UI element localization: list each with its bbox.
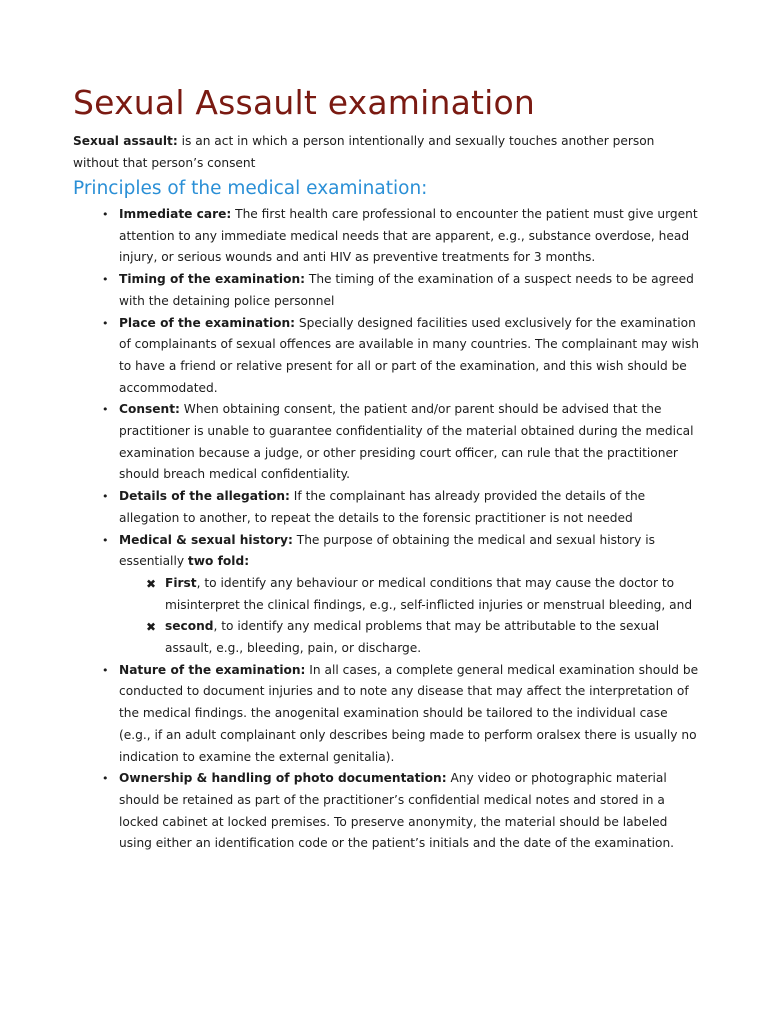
bullet-icon: • <box>102 208 109 221</box>
intro-term: Sexual assault: <box>73 134 178 148</box>
principle-text: In all cases, a complete general medical examination should be conducted to document injuries and to note any disease that may affect the interpretation of the medical findings. the anogenital examination should be tailored to the individual case (e.g., if an adult complainant only describes being made to perform oralsex there is usually no indication to examine the external genitalia). <box>119 662 699 764</box>
sub-item-label: First <box>165 575 197 590</box>
sub-item-text: , to identify any behaviour or medical conditions that may cause the doctor to misinterpret the clinical findings, e.g., self-inflicted injuries or menstrual bleeding, and <box>165 575 693 612</box>
bullet-icon: • <box>102 533 109 547</box>
bullet-icon: • <box>102 772 109 786</box>
principle-text: When obtaining consent, the patient and/or parent should be advised that the practitioner is unable to guarantee confidentiality of the material obtained during the medical examination because a judge, or other presiding court officer, can rule that the practitioner should breach medical confidentiality. <box>119 402 694 482</box>
principle-text: Specially designed facilities used exclusively for the examination of complainants of sexual offences are available in many countries. The complainant may wish to have a friend or relative present for all or part of the examination, and this wish should be accommodated. <box>119 315 699 395</box>
principle-label: Consent: <box>119 402 180 417</box>
principle-place <box>100 313 700 400</box>
principle-text: The purpose of obtaining the medical and sexual history is essentially <box>119 532 655 569</box>
bullet-icon: • <box>102 316 109 330</box>
principle-text: If the complainant has already provided the details of the allegation to another, to repeat the details to the forensic practitioner is not needed <box>119 489 646 525</box>
bullet-icon: • <box>102 663 109 677</box>
principle-label: Medical & sexual history: <box>119 532 293 547</box>
principle-label: Immediate care: <box>119 207 232 221</box>
sub-item-second <box>146 616 700 659</box>
principle-text: The timing of the examination of a suspect needs to be agreed with the detaining police personnel <box>119 272 694 308</box>
principles-list <box>100 204 700 855</box>
principle-allegation-details <box>100 486 700 529</box>
principle-timing <box>100 269 700 312</box>
page-title: Sexual Assault examination <box>73 83 536 122</box>
principle-history <box>100 530 700 660</box>
bullet-icon: • <box>102 490 109 504</box>
history-sublist <box>119 573 700 660</box>
principle-label: Details of the allegation: <box>119 489 290 504</box>
principle-label: Place of the examination: <box>119 315 296 330</box>
sub-item-text: , to identify any medical problems that may be attributable to the sexual assault, e.g., bleeding, pain, or discharge. <box>165 619 660 656</box>
principle-nature <box>100 660 700 769</box>
principle-emphasis: two fold: <box>187 554 250 569</box>
principle-consent <box>100 399 700 486</box>
bullet-icon: • <box>102 273 109 287</box>
bullet-icon: • <box>102 403 109 417</box>
principle-photo-documentation <box>100 768 700 855</box>
principle-text: The first health care professional to encounter the patient must give urgent attention to any immediate medical needs that are apparent, e.g., substance overdose, head injury, or serious wounds and anti HIV as preventive treatments for 3 months. <box>119 207 698 265</box>
sub-item-first <box>146 573 700 616</box>
intro-definition: is an act in which a person intentionally and sexually touches another person without that person’s consent <box>73 134 655 170</box>
principle-label: Timing of the examination: <box>119 272 305 287</box>
principle-immediate-care <box>100 204 700 269</box>
principle-label: Ownership & handling of photo documentation: <box>119 771 447 786</box>
cross-bullet-icon: ✖ <box>146 620 157 635</box>
section-heading: Principles of the medical examination: <box>73 178 428 199</box>
sub-item-label: second <box>165 619 214 634</box>
cross-bullet-icon: ✖ <box>146 576 157 591</box>
principle-text: Any video or photographic material should be retained as part of the practitioner’s confidential medical notes and stored in a locked cabinet at locked premises. To preserve anonymity, the material should be labeled using either an identification code or the patient’s initials and the date of the examination. <box>119 771 675 851</box>
principle-label: Nature of the examination: <box>119 662 306 677</box>
intro-paragraph <box>73 130 673 174</box>
